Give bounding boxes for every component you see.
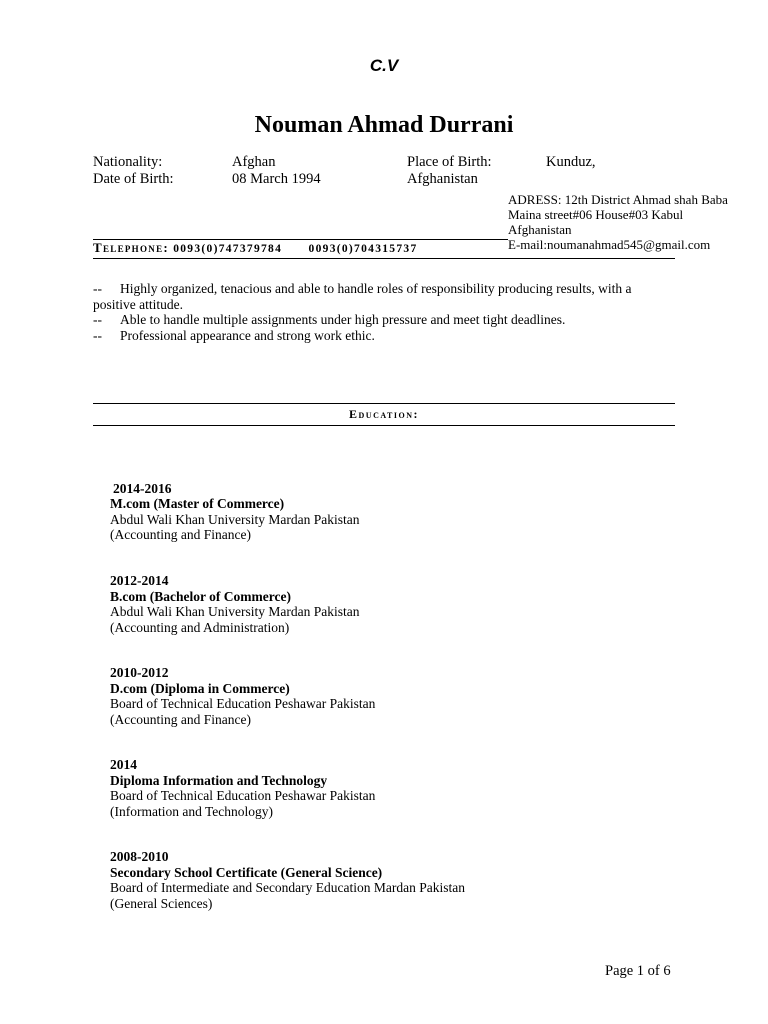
- education-entry: [110, 757, 375, 819]
- bullet-dash: --: [93, 312, 102, 327]
- address-block: [508, 192, 764, 252]
- telephone-divider: [93, 258, 675, 259]
- education-bottom-rule: [93, 425, 675, 426]
- education-degree: D.com (Diploma in Commerce): [110, 680, 290, 696]
- education-field: (General Sciences): [110, 895, 213, 911]
- phone-number-1: 0093(0)747379784: [173, 243, 283, 255]
- summary-text: Highly organized, tenacious and able to handle roles of responsibility producing results, with a: [120, 281, 632, 296]
- address-line-2: Maina street#06 House#03 Kabul: [508, 207, 684, 222]
- education-field: (Accounting and Finance): [110, 711, 251, 727]
- summary-item-continuation: positive attitude.: [93, 296, 183, 312]
- education-entry: [113, 481, 172, 497]
- page-number: Page 1 of 6: [605, 963, 671, 979]
- education-entry: [110, 849, 465, 911]
- education-degree: M.com (Master of Commerce): [110, 496, 285, 511]
- education-degree: B.com (Bachelor of Commerce): [110, 588, 291, 604]
- education-years: 2012-2014: [110, 573, 169, 588]
- education-entry: [110, 573, 360, 635]
- bullet-dash: --: [93, 327, 102, 343]
- phone-number-2: 0093(0)704315737: [308, 243, 418, 255]
- nationality-value: Afghan: [232, 154, 276, 170]
- telephone-line: [93, 240, 418, 256]
- education-field: (Information and Technology): [110, 803, 274, 819]
- education-heading: Education:: [349, 407, 419, 421]
- education-entry: [110, 496, 360, 543]
- summary-text: Able to handle multiple assignments under high pressure and meet tight deadlines.: [120, 312, 566, 327]
- education-institution: Abdul Wali Khan University Mardan Pakistan: [110, 511, 360, 527]
- summary-text: Professional appearance and strong work ethic.: [120, 327, 375, 343]
- education-top-rule: [93, 403, 675, 404]
- telephone-label: Telephone:: [93, 240, 170, 255]
- summary-section: [93, 281, 678, 343]
- education-institution: Board of Technical Education Peshawar Pakistan: [110, 788, 376, 803]
- candidate-name: Nouman Ahmad Durrani: [254, 112, 514, 138]
- education-institution: Board of Technical Education Peshawar Pakistan: [110, 696, 376, 711]
- education-years: 2014: [110, 757, 137, 772]
- education-years: 2010-2012: [110, 665, 169, 680]
- education-field: (Accounting and Finance): [110, 527, 251, 542]
- birthplace-label: Place of Birth:: [407, 154, 492, 170]
- dob-label: Date of Birth:: [93, 171, 174, 187]
- summary-item: [93, 312, 678, 328]
- document-type-heading: C.V: [369, 56, 399, 75]
- address-line-3: Afghanistan: [508, 222, 572, 237]
- email-address: E-mail:noumanahmad545@gmail.com: [508, 237, 711, 252]
- education-field: (Accounting and Administration): [110, 619, 290, 635]
- summary-item: [93, 328, 678, 344]
- education-entry: [110, 665, 375, 727]
- education-years: 2014-2016: [113, 481, 172, 496]
- birthplace-value: Kunduz,: [546, 154, 596, 170]
- education-institution: Board of Intermediate and Secondary Education Mardan Pakistan: [110, 880, 466, 895]
- education-institution: Abdul Wali Khan University Mardan Pakistan: [110, 604, 360, 619]
- bullet-dash: --: [93, 281, 102, 296]
- address-line-1: ADRESS: 12th District Ahmad shah Baba: [508, 192, 728, 207]
- dob-value: 08 March 1994: [232, 171, 321, 187]
- birthplace-country: Afghanistan: [407, 171, 478, 187]
- summary-item: [93, 281, 678, 297]
- nationality-label: Nationality:: [93, 154, 163, 170]
- education-degree: Secondary School Certificate (General Science): [110, 864, 383, 880]
- education-degree: Diploma Information and Technology: [110, 772, 328, 788]
- education-years: 2008-2010: [110, 849, 169, 864]
